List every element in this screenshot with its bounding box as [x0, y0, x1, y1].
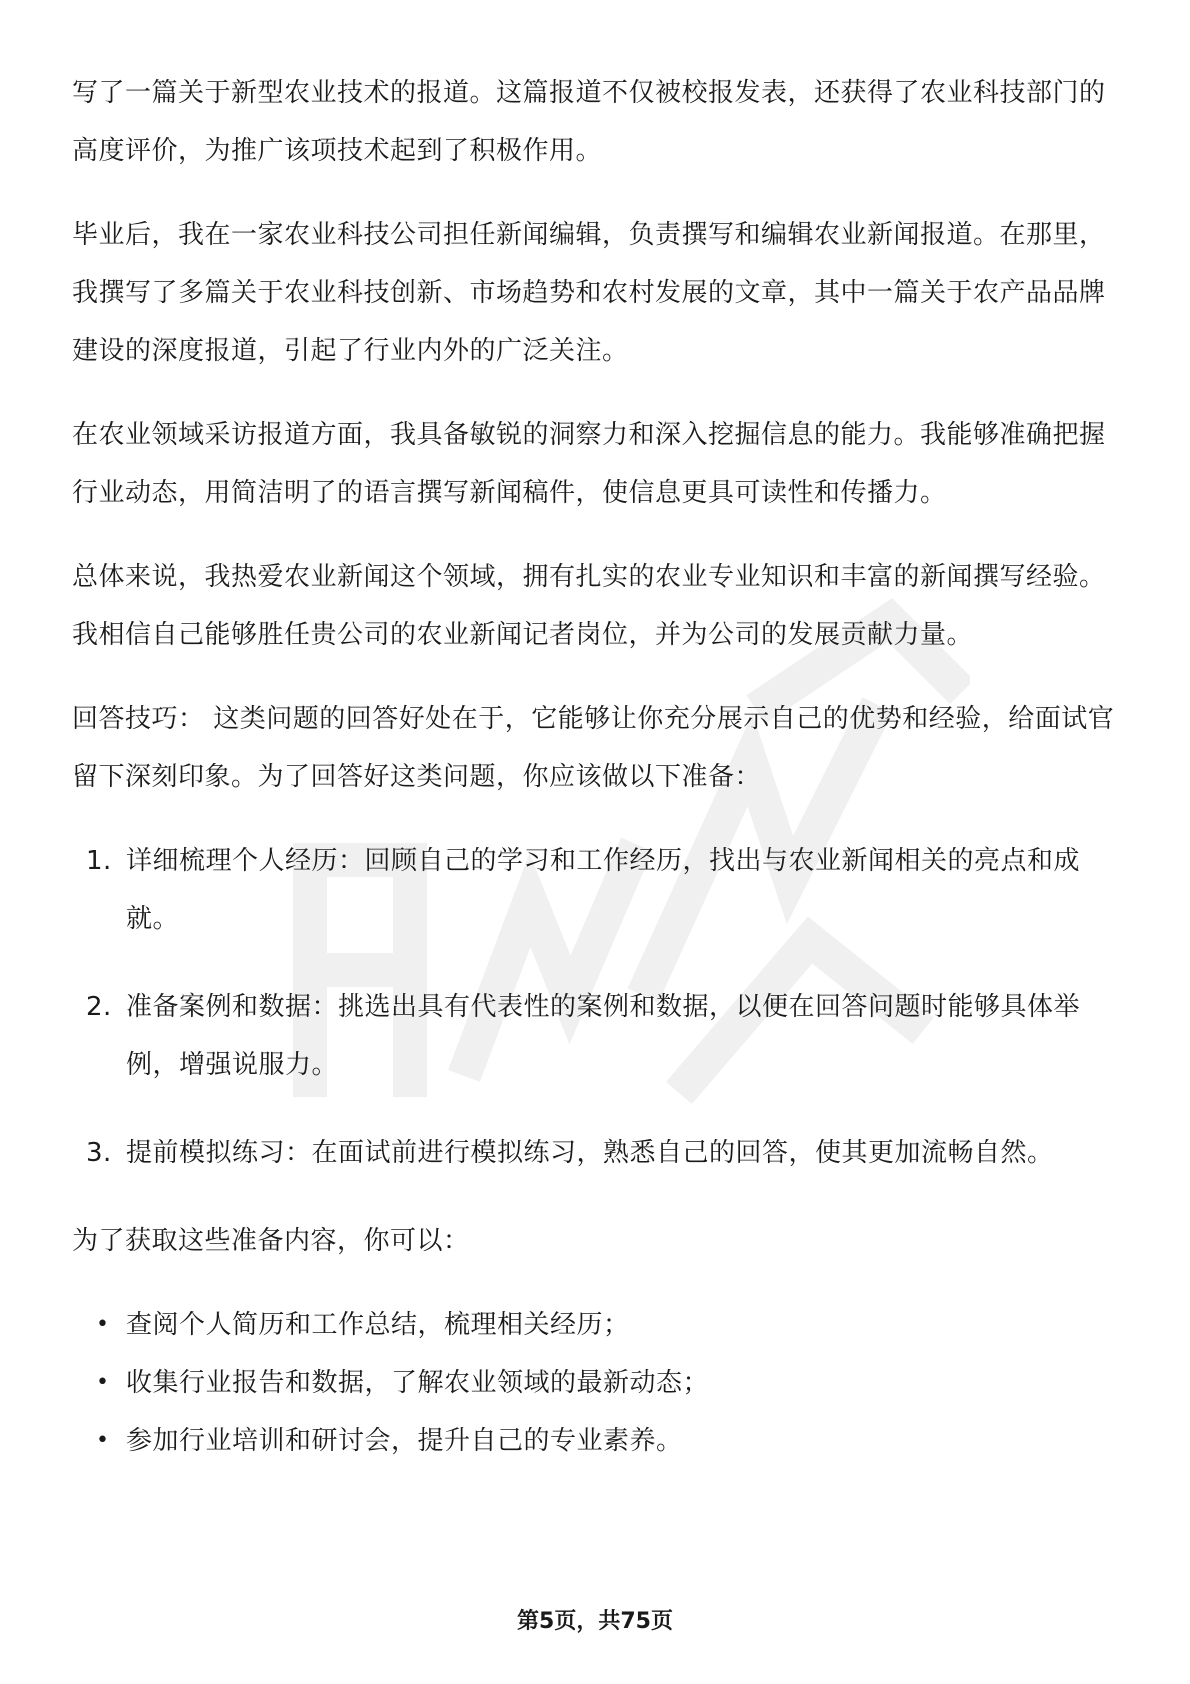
list-item: [72, 1354, 1118, 1412]
page-footer: 第5页，共75页: [517, 1609, 673, 1634]
list-item: [72, 1124, 1118, 1182]
list-item: [72, 1412, 1118, 1470]
paragraph-answer-tips: 回答技巧： 这类问题的回答好处在于，它能够让你充分展示自己的优势和经验，给面试官留下深刻印象。为了回答好这类问题，你应该做以下准备：: [72, 704, 1115, 792]
list-item-text: 准备案例和数据：挑选出具有代表性的案例和数据，以便在回答问题时能够具体举例，增强说服力。: [126, 992, 1081, 1080]
paragraph-4: 总体来说，我热爱农业新闻这个领域，拥有扎实的农业专业知识和丰富的新闻撰写经验。我相信自己能够胜任贵公司的农业新闻记者岗位，并为公司的发展贡献力量。: [72, 562, 1106, 650]
list-item: [72, 1296, 1118, 1354]
bullet-icon: •: [96, 1312, 110, 1337]
list-item-text: 参加行业培训和研讨会，提升自己的专业素养。: [126, 1426, 683, 1456]
bullet-icon: •: [96, 1428, 110, 1453]
bullet-icon: •: [96, 1370, 110, 1395]
list-number: 1.: [86, 846, 112, 876]
paragraph-2: 毕业后，我在一家农业科技公司担任新闻编辑，负责撰写和编辑农业新闻报道。在那里，我撰写了多篇关于农业科技创新、市场趋势和农村发展的文章，其中一篇关于农产品品牌建设的深度报道，引起了行业内外的广泛关注。: [72, 220, 1106, 366]
list-item-text: 收集行业报告和数据，了解农业领域的最新动态；: [126, 1368, 710, 1398]
list-number: 3.: [86, 1138, 112, 1168]
paragraph-3: 在农业领域采访报道方面，我具备敏锐的洞察力和深入挖掘信息的能力。我能够准确把握行业动态，用简洁明了的语言撰写新闻稿件，使信息更具可读性和传播力。: [72, 420, 1106, 508]
list-item-text: 详细梳理个人经历：回顾自己的学习和工作经历，找出与农业新闻相关的亮点和成就。: [126, 846, 1081, 934]
document-page: [72, 64, 1118, 1496]
list-item-text: 提前模拟练习：在面试前进行模拟练习，熟悉自己的回答，使其更加流畅自然。: [126, 1138, 1054, 1168]
paragraph-1: 写了一篇关于新型农业技术的报道。这篇报道不仅被校报发表，还获得了农业科技部门的高度评价，为推广该项技术起到了积极作用。: [72, 78, 1106, 166]
ordered-list: [72, 832, 1118, 1182]
list-item: [72, 832, 1118, 948]
list-number: 2.: [86, 992, 112, 1022]
bullet-list: [72, 1296, 1118, 1470]
list-item: [72, 978, 1118, 1094]
paragraph-preparation: 为了获取这些准备内容，你可以：: [72, 1226, 470, 1256]
list-item-text: 查阅个人简历和工作总结，梳理相关经历；: [126, 1310, 630, 1340]
